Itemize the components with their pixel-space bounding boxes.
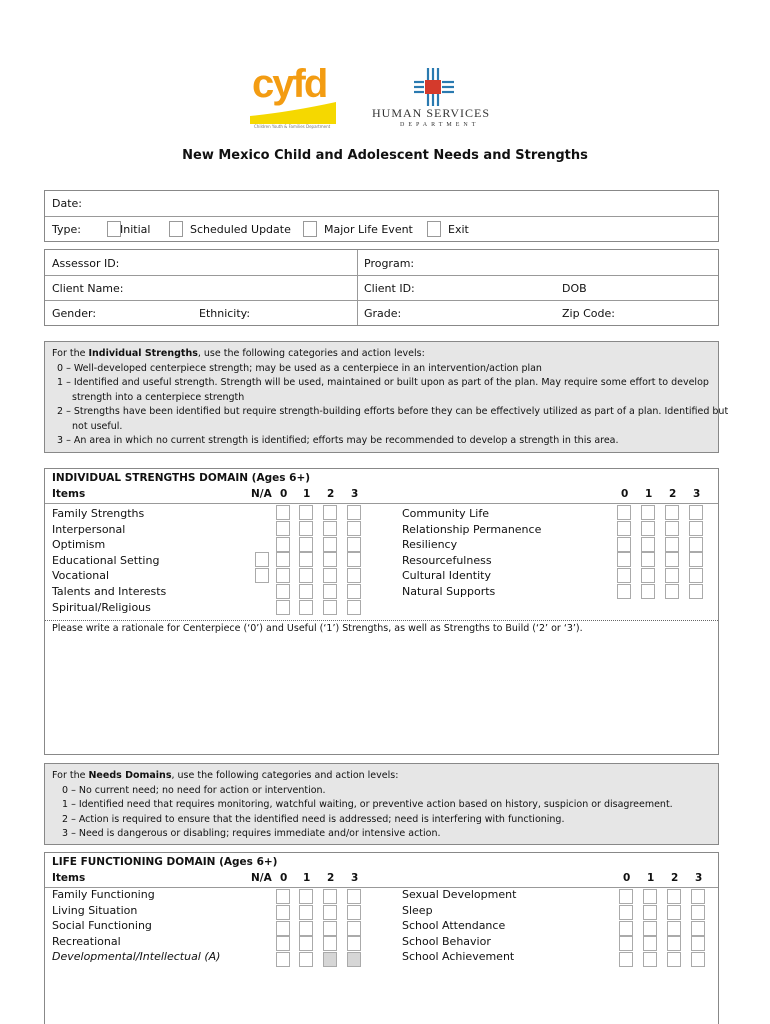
rating-checkbox[interactable] (299, 905, 313, 920)
list-item: Sleep (402, 903, 433, 917)
gender-label: Gender: (52, 307, 97, 320)
list-item: School Attendance (402, 919, 506, 933)
rating-checkbox[interactable] (299, 889, 313, 904)
life-3-header: 3 (351, 872, 359, 884)
strengths-left-items (52, 506, 166, 615)
rating-checkbox[interactable] (619, 905, 633, 920)
strengths-rationale-prompt: Please write a rationale for Centerpiece (‘0’) and Useful (‘1’) Strengths, as well as Strengths to Build (‘2’ or ‘3’). (52, 623, 583, 634)
rating-checkbox[interactable] (299, 505, 313, 520)
rating-checkbox[interactable] (689, 584, 703, 599)
list-item: School Behavior (402, 934, 491, 948)
life-1-header: 1 (303, 872, 311, 884)
rating-checkbox[interactable] (299, 952, 313, 967)
rating-checkbox[interactable] (641, 537, 655, 552)
rating-checkbox[interactable] (347, 568, 361, 583)
scheduled-update-label: Scheduled Update (190, 223, 291, 236)
rating-checkbox[interactable] (643, 952, 657, 967)
life-items-header: Items (52, 872, 86, 884)
rating-checkbox[interactable] (665, 568, 679, 583)
rating-checkbox[interactable] (323, 600, 337, 615)
rating-checkbox[interactable] (323, 952, 337, 967)
rating-checkbox[interactable] (276, 552, 290, 567)
needs-legend-text: For the Needs Domains, use the following categories and action levels: 0 – No current need; no need for action or intervention. 1 – Identified need that requires monitoring, watchful waiting, or preventive action based on history, suspicion or disagreement. 2 – Action is required to ensure that the identified need is addressed; need is interfering with functioning. 3 – Need is dangerous or disabling; requires immediate and/or intensive action. (52, 770, 673, 839)
list-item: Relationship Permanence (402, 522, 542, 536)
life-right-items (402, 887, 516, 965)
cyfd-swoosh-icon (250, 102, 336, 124)
list-item: Vocational (52, 569, 110, 583)
rating-checkbox[interactable] (347, 921, 361, 936)
rating-checkbox[interactable] (299, 568, 313, 583)
date-label: Date: (52, 197, 82, 210)
rating-checkbox[interactable] (641, 568, 655, 583)
cyfd-tagline: Children Youth & Families Department (254, 124, 331, 129)
life-left-items (52, 887, 220, 965)
rating-checkbox[interactable] (323, 936, 337, 951)
rating-checkbox[interactable] (347, 537, 361, 552)
strengths-right-items (402, 506, 541, 600)
rating-checkbox[interactable] (617, 505, 631, 520)
human-services-text: HUMAN SERVICES (372, 106, 491, 120)
rating-checkbox[interactable] (299, 584, 313, 599)
rating-checkbox[interactable] (276, 905, 290, 920)
initial-checkbox[interactable] (107, 221, 121, 237)
rating-checkbox[interactable] (347, 521, 361, 536)
life-0-header: 0 (280, 872, 288, 884)
human-services-logo (370, 62, 520, 132)
rating-checkbox[interactable] (641, 584, 655, 599)
human-services-subtext: DEPARTMENT (400, 122, 480, 128)
strengths-3-header: 3 (351, 488, 359, 500)
life-na-header: N/A (251, 872, 272, 884)
rating-checkbox[interactable] (299, 521, 313, 536)
strengths-legend-text: For the Individual Strengths, use the following categories and action levels: 0 – Well-developed centerpiece strength; may be used as a centerpiece in an intervention/action plan 1 – Identified and useful strength. Strength will be used, maintained or built upon as part of the plan. May require some effort to develop strength into a centerpiece strength 2 – Strengths have been identified but require strength-building efforts before they can be effectively utilized as part of a plan. Identified but not useful. 3 – An area in which no current strength is identified; efforts may be recommended to develop a strength in this area. (52, 348, 729, 446)
rating-checkbox[interactable] (641, 521, 655, 536)
list-item: Family Functioning (52, 888, 155, 901)
life-right-2-header: 2 (671, 872, 679, 884)
initial-label: Initial (120, 223, 151, 236)
rating-checkbox[interactable] (299, 537, 313, 552)
list-item: Resourcefulness (402, 553, 492, 567)
rating-checkbox[interactable] (643, 905, 657, 920)
client-name-label: Client Name: (52, 282, 124, 295)
rating-checkbox[interactable] (665, 505, 679, 520)
list-item: Natural Supports (402, 584, 496, 598)
rating-checkbox[interactable] (643, 936, 657, 951)
strengths-na-header: N/A (251, 488, 272, 500)
rating-checkbox[interactable] (617, 584, 631, 599)
rating-checkbox[interactable] (276, 584, 290, 599)
rating-checkbox[interactable] (619, 936, 633, 951)
rating-checkbox[interactable] (667, 952, 681, 967)
rating-checkbox[interactable] (641, 552, 655, 567)
list-item: Optimism (52, 538, 106, 552)
life-2-header: 2 (327, 872, 335, 884)
strengths-right-1-header: 1 (645, 488, 653, 500)
strengths-items-header: Items (52, 488, 86, 500)
list-item: Spiritual/Religious (52, 600, 151, 614)
rating-checkbox[interactable] (689, 521, 703, 536)
scheduled-update-checkbox[interactable] (169, 221, 183, 237)
major-life-event-label: Major Life Event (324, 223, 413, 236)
rating-checkbox[interactable] (347, 584, 361, 599)
date-type-box (44, 190, 719, 242)
rating-checkbox[interactable] (667, 889, 681, 904)
rating-checkbox[interactable] (323, 568, 337, 583)
rating-checkbox[interactable] (347, 505, 361, 520)
rating-checkbox[interactable] (276, 600, 290, 615)
rating-checkbox[interactable] (323, 537, 337, 552)
na-checkbox[interactable] (255, 568, 269, 583)
rating-checkbox[interactable] (665, 584, 679, 599)
strengths-right-2-header: 2 (669, 488, 677, 500)
rating-checkbox[interactable] (323, 921, 337, 936)
life-functioning-domain-box (44, 852, 719, 1024)
client-info-box (44, 249, 719, 326)
cyfd-logo-text: cyfd (252, 62, 327, 106)
rating-checkbox[interactable] (347, 552, 361, 567)
rating-checkbox[interactable] (347, 600, 361, 615)
life-right-0-header: 0 (623, 872, 631, 884)
rating-checkbox[interactable] (617, 568, 631, 583)
list-item: Talents and Interests (52, 584, 167, 598)
rating-checkbox[interactable] (347, 889, 361, 904)
rating-checkbox[interactable] (276, 568, 290, 583)
rating-checkbox[interactable] (276, 537, 290, 552)
strengths-right-0-header: 0 (621, 488, 629, 500)
rating-checkbox[interactable] (643, 889, 657, 904)
rating-checkbox[interactable] (323, 584, 337, 599)
rating-checkbox[interactable] (323, 889, 337, 904)
rating-checkbox[interactable] (667, 936, 681, 951)
rating-checkbox[interactable] (619, 889, 633, 904)
strengths-domain-title: INDIVIDUAL STRENGTHS DOMAIN (Ages 6+) (52, 472, 311, 484)
rating-checkbox[interactable] (323, 905, 337, 920)
needs-legend-box (44, 763, 719, 845)
life-right-1-header: 1 (647, 872, 655, 884)
rating-checkbox[interactable] (665, 521, 679, 536)
list-item: Recreational (52, 934, 121, 948)
list-item: Cultural Identity (402, 569, 491, 583)
rating-checkbox[interactable] (691, 936, 705, 951)
rating-checkbox[interactable] (689, 537, 703, 552)
strengths-right-3-header: 3 (693, 488, 701, 500)
program-label: Program: (364, 257, 415, 270)
list-item: Living Situation (52, 903, 138, 917)
ethnicity-label: Ethnicity: (199, 307, 251, 320)
rating-checkbox[interactable] (619, 921, 633, 936)
rating-checkbox[interactable] (619, 952, 633, 967)
rating-checkbox[interactable] (667, 921, 681, 936)
rating-checkbox[interactable] (347, 905, 361, 920)
zia-sun-icon (414, 64, 458, 110)
strengths-rationale-area[interactable] (47, 639, 716, 752)
rating-checkbox[interactable] (691, 889, 705, 904)
rating-checkbox[interactable] (323, 505, 337, 520)
cyfd-logo (250, 62, 340, 134)
dob-label: DOB (562, 282, 587, 295)
list-item: Educational Setting (52, 553, 160, 567)
rating-checkbox[interactable] (276, 952, 290, 967)
strengths-1-header: 1 (303, 488, 311, 500)
rating-checkbox[interactable] (691, 952, 705, 967)
rating-checkbox[interactable] (643, 921, 657, 936)
zip-code-label: Zip Code: (562, 307, 615, 320)
rating-checkbox[interactable] (299, 600, 313, 615)
rating-checkbox[interactable] (665, 552, 679, 567)
list-item: School Achievement (402, 950, 515, 964)
list-item: Developmental/Intellectual (A) (52, 950, 221, 964)
list-item: Family Strengths (52, 507, 145, 520)
exit-label: Exit (448, 223, 469, 236)
rating-checkbox[interactable] (689, 552, 703, 567)
rating-checkbox[interactable] (347, 936, 361, 951)
rating-checkbox[interactable] (323, 521, 337, 536)
rating-checkbox[interactable] (617, 521, 631, 536)
life-domain-title: LIFE FUNCTIONING DOMAIN (Ages 6+) (52, 856, 278, 868)
list-item: Social Functioning (52, 919, 152, 933)
rating-checkbox[interactable] (691, 921, 705, 936)
rating-checkbox[interactable] (689, 568, 703, 583)
grade-label: Grade: (364, 307, 402, 320)
rating-checkbox[interactable] (299, 936, 313, 951)
list-item: Sexual Development (402, 888, 517, 901)
rating-checkbox[interactable] (276, 889, 290, 904)
rating-checkbox[interactable] (323, 552, 337, 567)
rating-checkbox[interactable] (691, 905, 705, 920)
strengths-domain-box (44, 468, 719, 755)
rating-checkbox[interactable] (276, 505, 290, 520)
rating-checkbox[interactable] (641, 505, 655, 520)
na-checkbox[interactable] (255, 552, 269, 567)
strengths-legend-box (44, 341, 729, 453)
rating-checkbox[interactable] (276, 921, 290, 936)
rating-checkbox[interactable] (299, 552, 313, 567)
list-item: Community Life (402, 507, 489, 520)
list-item: Resiliency (402, 538, 458, 552)
document-title: New Mexico Child and Adolescent Needs and Strengths (182, 148, 588, 163)
assessor-id-label: Assessor ID: (52, 257, 120, 270)
rating-checkbox[interactable] (617, 537, 631, 552)
strengths-2-header: 2 (327, 488, 335, 500)
rating-checkbox[interactable] (617, 552, 631, 567)
exit-checkbox[interactable] (427, 221, 441, 237)
rating-checkbox[interactable] (665, 537, 679, 552)
rating-checkbox[interactable] (347, 952, 361, 967)
list-item: Interpersonal (52, 522, 126, 536)
life-right-3-header: 3 (695, 872, 703, 884)
type-label: Type: (52, 223, 81, 236)
rating-checkbox[interactable] (276, 936, 290, 951)
rating-checkbox[interactable] (689, 505, 703, 520)
major-life-event-checkbox[interactable] (303, 221, 317, 237)
rating-checkbox[interactable] (667, 905, 681, 920)
client-id-label: Client ID: (364, 282, 415, 295)
rating-checkbox[interactable] (299, 921, 313, 936)
rating-checkbox[interactable] (276, 521, 290, 536)
strengths-0-header: 0 (280, 488, 288, 500)
